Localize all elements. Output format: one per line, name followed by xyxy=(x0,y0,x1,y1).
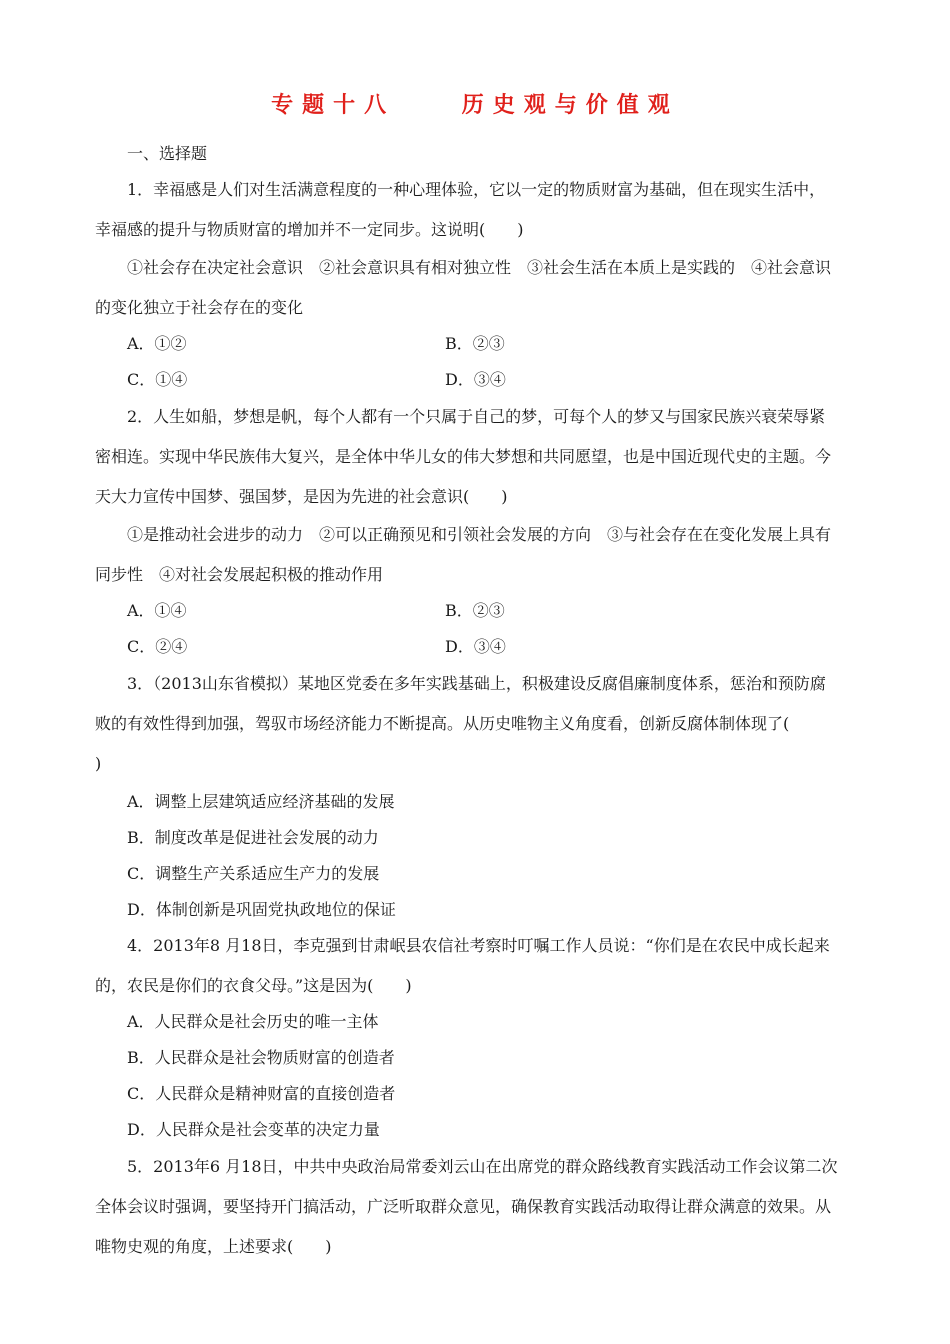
q1-statement-line-2: 的变化独立于社会存在的变化 xyxy=(95,298,304,317)
q3-option-d: D．体制创新是巩固党执政地位的保证 xyxy=(127,900,396,919)
q1-stem-line-2: 幸福感的提升与物质财富的增加并不一定同步。这说明( ) xyxy=(95,220,524,239)
q2-option-a: A．①④ xyxy=(127,601,187,620)
q2-statement-line-2: 同步性 ④对社会发展起积极的推动作用 xyxy=(95,565,384,584)
q1-stem-line-1: 1．幸福感是人们对生活满意程度的一种心理体验，它以一定的物质财富为基础，但在现实生活中， xyxy=(127,180,826,199)
q3-option-a: A．调整上层建筑适应经济基础的发展 xyxy=(127,792,395,811)
q3-option-c: C．调整生产关系适应生产力的发展 xyxy=(127,864,380,883)
q2-option-b: B．②③ xyxy=(445,601,505,620)
q3-option-b: B．制度改革是促进社会发展的动力 xyxy=(127,828,379,847)
q2-stem-line-3: 天大力宣传中国梦、强国梦，是因为先进的社会意识( ) xyxy=(95,487,508,506)
q2-statement-line-1: ①是推动社会进步的动力 ②可以正确预见和引领社会发展的方向 ③与社会存在在变化发展上具有 xyxy=(127,525,832,544)
q4-option-c: C．人民群众是精神财富的直接创造者 xyxy=(127,1084,396,1103)
q4-stem-line-2: 的，农民是你们的衣食父母。”这是因为( ) xyxy=(95,976,412,995)
q5-stem-line-1: 5．2013年6 月18日，中共中央政治局常委刘云山在出席党的群众路线教育实践活动工作会议第二次 xyxy=(127,1157,838,1176)
q4-stem-line-1: 4．2013年8 月18日，李克强到甘肃岷县农信社考察时叮嘱工作人员说：“你们是在农民中成长起来 xyxy=(127,936,830,955)
q4-option-a: A．人民群众是社会历史的唯一主体 xyxy=(127,1012,379,1031)
q4-option-b: B．人民群众是社会物质财富的创造者 xyxy=(127,1048,395,1067)
q3-stem-line-2: 败的有效性得到加强，驾驭市场经济能力不断提高。从历史唯物主义角度看，创新反腐体制体现了( xyxy=(95,714,790,733)
q2-stem-line-1: 2．人生如船，梦想是帆，每个人都有一个只属于自己的梦，可每个人的梦又与国家民族兴衰荣辱紧 xyxy=(127,407,826,426)
section-heading: 一、选择题 xyxy=(127,144,208,163)
q3-stem-line-1: 3．（2013山东省模拟）某地区党委在多年实践基础上，积极建设反腐倡廉制度体系，惩治和预防腐 xyxy=(127,674,826,693)
q1-option-d: D．③④ xyxy=(445,370,506,389)
q2-option-d: D．③④ xyxy=(445,637,506,656)
q1-option-c: C．①④ xyxy=(127,370,188,389)
q1-statement-line-1: ①社会存在决定社会意识 ②社会意识具有相对独立性 ③社会生活在本质上是实践的 ④社会意识 xyxy=(127,258,832,277)
q3-stem-line-3: ) xyxy=(95,754,102,773)
q1-option-b: B．②③ xyxy=(445,334,505,353)
q2-stem-line-2: 密相连。实现中华民族伟大复兴，是全体中华儿女的伟大梦想和共同愿望，也是中国近现代史的主题。今 xyxy=(95,447,832,466)
q2-option-c: C．②④ xyxy=(127,637,188,656)
q5-stem-line-3: 唯物史观的角度，上述要求( ) xyxy=(95,1237,332,1256)
q1-option-a: A．①② xyxy=(127,334,187,353)
document-title: 专题十八 历史观与价值观 xyxy=(271,93,679,118)
q4-option-d: D．人民群众是社会变革的决定力量 xyxy=(127,1120,380,1139)
q5-stem-line-2: 全体会议时强调，要坚持开门搞活动，广泛听取群众意见，确保教育实践活动取得让群众满意的效果。从 xyxy=(95,1197,832,1216)
